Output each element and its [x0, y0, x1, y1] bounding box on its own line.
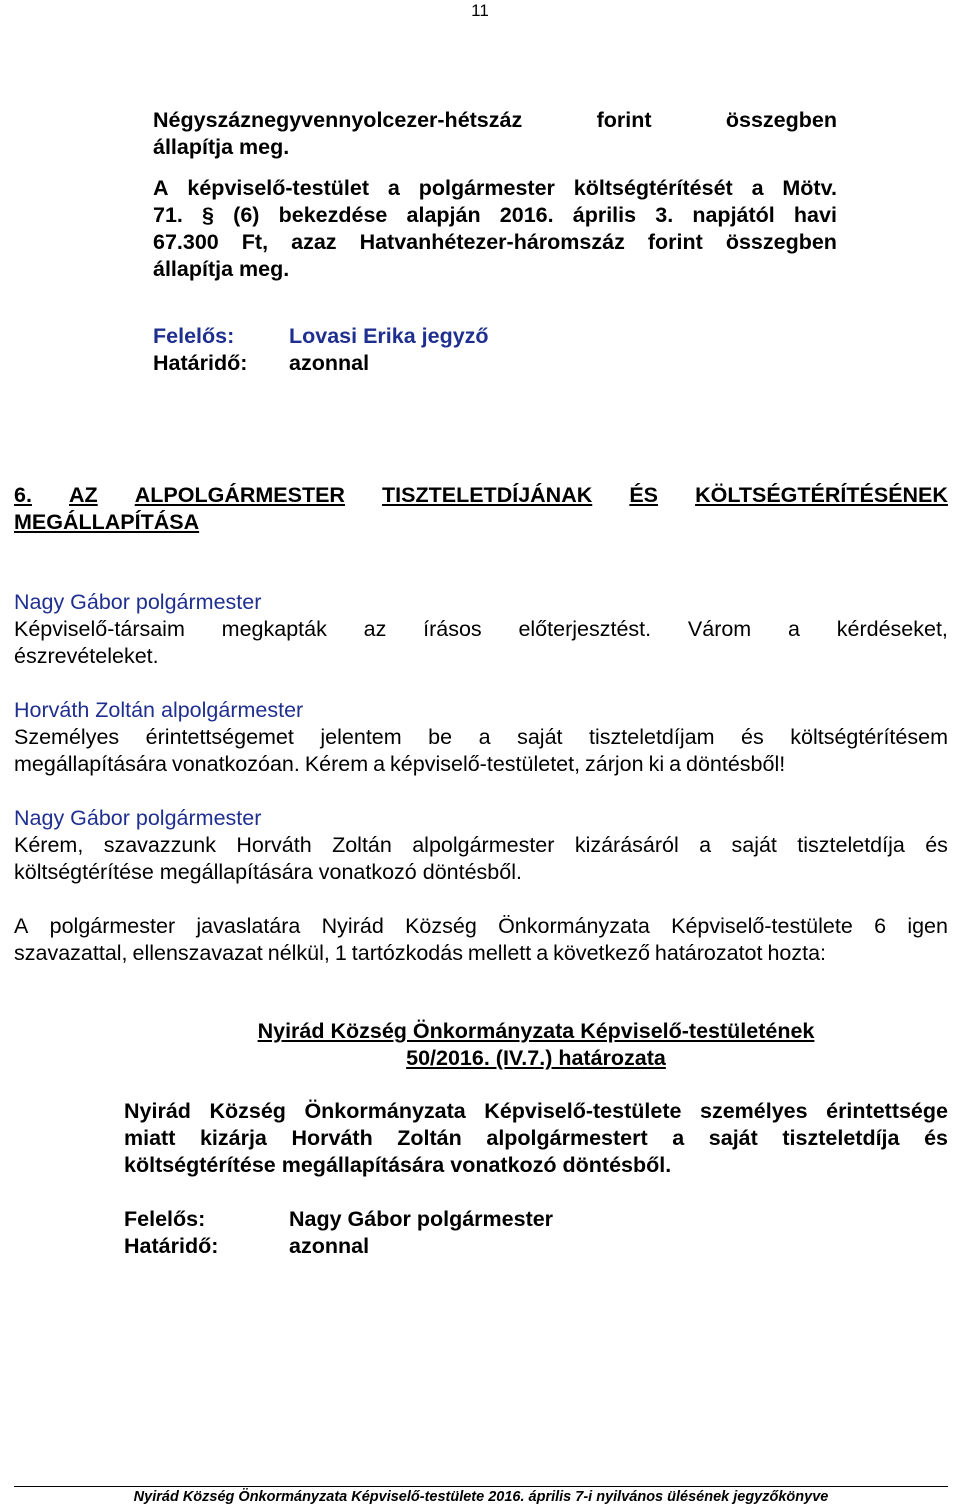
intro-line-2: állapítja meg.: [153, 135, 290, 159]
speech-line: megállapítására vonatkozóan. Kérem a képviselő-testületet, zárjon ki a döntésből!: [14, 752, 786, 776]
resolution-title-line-2: 50/2016. (IV.7.) határozata: [406, 1046, 666, 1070]
intro-p2-line-1: A képviselő-testület a polgármester költségtérítését a Mötv.: [153, 176, 837, 200]
speech-line: észrevételeket.: [14, 644, 159, 668]
resolution-hatarido-label: Határidő:: [124, 1234, 219, 1258]
intro-felelos-label: Felelős:: [153, 324, 235, 348]
section-number: 6.: [14, 483, 32, 507]
intro-hatarido-value: azonnal: [289, 351, 370, 375]
resolution-text-line-3: költségtérítése megállapítására vonatkozó döntésből.: [124, 1153, 672, 1177]
vote-line-1: A polgármester javaslatára Nyirád Község Önkormányzata Képviselő-testülete 6 igen: [14, 914, 948, 938]
intro-hatarido-label: Határidő:: [153, 351, 248, 375]
speaker-name: Nagy Gábor polgármester: [14, 806, 262, 830]
page-footer: Nyirád Község Önkormányzata Képviselő-testülete 2016. április 7-i nyilvános ülésének jegyzőkönyve: [133, 1489, 829, 1505]
intro-p2-line-4: állapítja meg.: [153, 257, 290, 281]
resolution-title-line-1: Nyirád Község Önkormányzata Képviselő-testületének: [257, 1019, 815, 1043]
speaker-name: Nagy Gábor polgármester: [14, 590, 262, 614]
intro-p2-line-2: 71. § (6) bekezdése alapján 2016. április 3. napjától havi: [153, 203, 837, 227]
resolution-hatarido-value: azonnal: [289, 1234, 370, 1258]
section-title-line-2: MEGÁLLAPÍTÁSA: [14, 510, 200, 534]
resolution-felelos-value: Nagy Gábor polgármester: [289, 1207, 554, 1231]
intro-line-1: Négyszáznegyvennyolcezer-hétszáz forint összegben: [153, 108, 837, 132]
resolution-felelos-label: Felelős:: [124, 1207, 206, 1231]
speech-line: Képviselő-társaim megkapták az írásos előterjesztést. Várom a kérdéseket,: [14, 617, 948, 641]
page-number: 11: [471, 1, 489, 20]
speech-line: költségtérítése megállapítására vonatkozó döntésből.: [14, 860, 522, 884]
footer-rule: [14, 1486, 948, 1487]
resolution-text-line-2: miatt kizárja Horváth Zoltán alpolgármestert a saját tiszteletdíja és: [124, 1126, 948, 1150]
resolution-text-line-1: Nyirád Község Önkormányzata Képviselő-testülete személyes érintettsége: [124, 1099, 948, 1123]
intro-p2-line-3: 67.300 Ft, azaz Hatvanhétezer-háromszáz forint összegben: [153, 230, 837, 254]
speaker-name: Horváth Zoltán alpolgármester: [14, 698, 304, 722]
vote-line-2: szavazattal, ellenszavazat nélkül, 1 tartózkodás mellett a következő határozatot hozta:: [14, 941, 827, 965]
intro-felelos-value: Lovasi Erika jegyző: [289, 324, 489, 348]
speech-line: Személyes érintettségemet jelentem be a saját tiszteletdíjam és költségtérítésem: [14, 725, 948, 749]
speech-line: Kérem, szavazzunk Horváth Zoltán alpolgármester kizárásáról a saját tiszteletdíja és: [14, 833, 948, 857]
section-title-line-1: 6. AZ ALPOLGÁRMESTER TISZTELETDÍJÁNAK ÉS KÖLTSÉGTÉRÍTÉSÉNEK: [14, 483, 948, 507]
